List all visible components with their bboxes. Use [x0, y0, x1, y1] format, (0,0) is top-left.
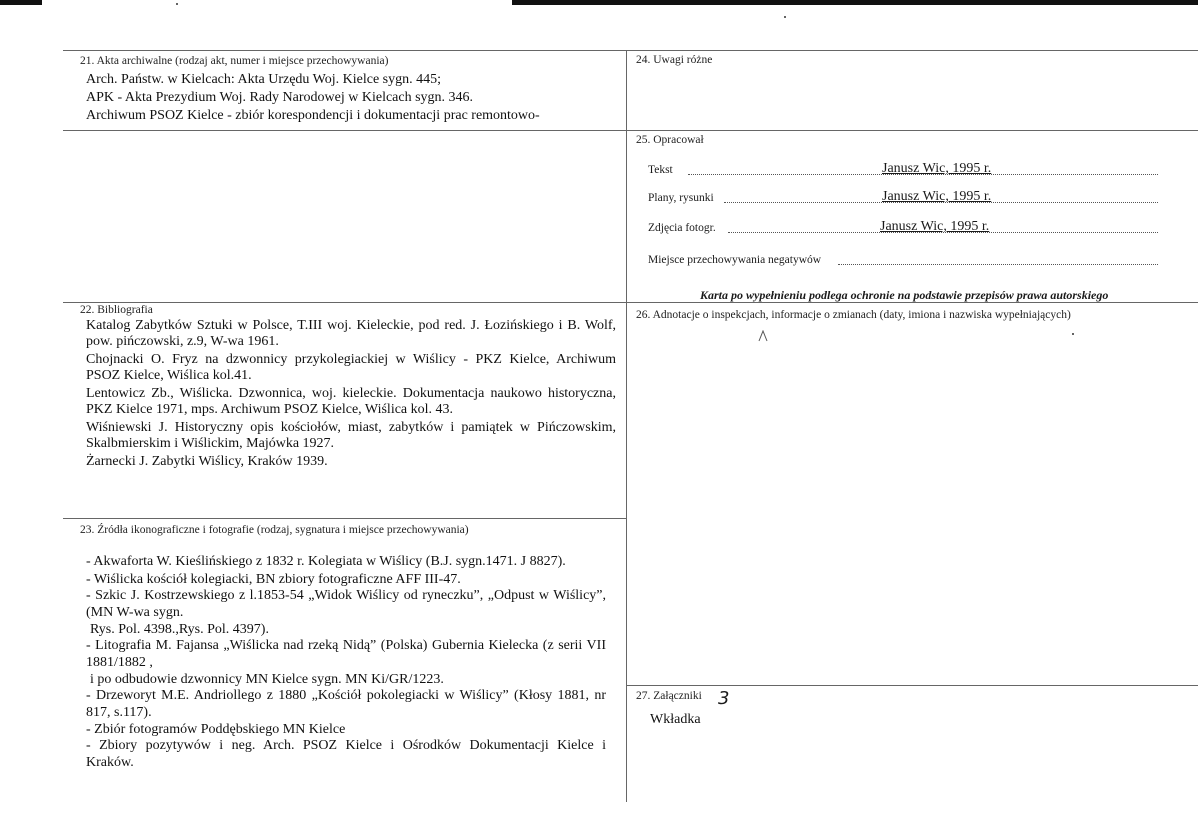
sec23-line: - Litografia M. Fajansa „Wiślicka nad rzeką Nidą” (Polska) Gubernia Kielecka (z serii VII — [86, 638, 606, 653]
sec23-line: - Drzeworyt M.E. Andriollego z 1880 „Kościół pokolegiacki w Wiślicy” (Kłosy 1881, nr — [86, 688, 606, 703]
credit-row-photos — [648, 218, 1158, 236]
sec22-line: PKZ Kielce 1971, mps. Archiwum PSOZ Kielce, Wiślica kol. 43. — [86, 402, 454, 417]
sec23-line: Kraków. — [86, 755, 134, 770]
column-divider — [626, 50, 627, 802]
credit-value: Janusz Wic, 1995 r. — [880, 219, 990, 234]
rule-26-27 — [626, 685, 1198, 686]
rule-22-23 — [63, 518, 626, 519]
dotted-leader — [838, 264, 1158, 265]
sec23-line: - Szkic J. Kostrzewskiego z l.1853-54 „Widok Wiślicy od ryneczku”, „Odpust w Wiślicy”, — [86, 588, 606, 603]
credit-key: Miejsce przechowywania negatywów — [648, 254, 822, 266]
sec22-label: 22. Bibliografia — [80, 304, 153, 316]
attachment-count: 3 — [718, 688, 730, 709]
sec23-line: 817, s.117). — [86, 705, 152, 720]
sec23-line: - Zbiory pozytywów i neg. Arch. PSOZ Kielce i Ośrodków Dokumentacji Kielce i — [86, 738, 606, 753]
sec25-label: 25. Opracował — [636, 134, 704, 146]
copyright-notice: Karta po wypełnieniu podlega ochronie na podstawie przepisów prawa autorskiego — [700, 288, 1109, 302]
sec21-line: APK - Akta Prezydium Woj. Rady Narodowej w Kielcach sygn. 346. — [86, 90, 474, 105]
sec23-line: - Wiślicka kościół kolegiacki, BN zbiory fotograficzne AFF III-47. — [86, 572, 461, 587]
credit-row-negatives — [648, 250, 1158, 268]
credit-key: Tekst — [648, 164, 673, 176]
form-top-rule — [63, 50, 1198, 51]
sec22-line: Skalbmierskim i Wiślickim, Majówka 1927. — [86, 436, 335, 451]
credit-key: Plany, rysunki — [648, 192, 714, 204]
credit-value: Janusz Wic, 1995 r. — [882, 161, 992, 176]
sec22-line: pow. pińczowski, z.9, W-wa 1961. — [86, 334, 279, 349]
scan-speck — [1072, 333, 1074, 335]
rule-21-end — [63, 130, 626, 131]
sec22-line: Chojnacki O. Fryz na dzwonnicy przykolegiackiej w Wiślicy - PKZ Kielce, Archiwum — [86, 352, 616, 367]
sec23-label: 23. Źródła ikonograficzne i fotografie (rodzaj, sygnatura i miejsce przechowywania) — [80, 524, 469, 536]
scan-edge-gap — [42, 0, 512, 5]
sec21-line: Arch. Państw. w Kielcach: Akta Urzędu Woj. Kielce sygn. 445; — [86, 72, 442, 87]
attachment-item: Wkładka — [650, 712, 701, 727]
sec22-line: Lentowicz Zb., Wiślicka. Dzwonnica, woj. kieleckie. Dokumentacja naukowo historyczna, — [86, 386, 616, 401]
sec24-label: 24. Uwagi różne — [636, 54, 713, 66]
sec21-line: Archiwum PSOZ Kielce - zbiór korespondencji i dokumentacji prac remontowo- — [86, 108, 540, 123]
pencil-tick-mark — [758, 330, 768, 342]
sec23-line: (MN W-wa sygn. — [86, 605, 184, 620]
sec23-line: - Zbiór fotogramów Poddębskiego MN Kielce — [86, 722, 346, 737]
sec21-label: 21. Akta archiwalne (rodzaj akt, numer i miejsce przechowywania) — [80, 55, 389, 67]
sec23-line: i po odbudowie dzwonnicy MN Kielce sygn. MN Ki/GR/1223. — [90, 672, 444, 687]
sec22-line: Wiśniewski J. Historyczny opis kościołów, miast, zabytków i pamiątek w Pińczowskim, — [86, 420, 616, 435]
scan-speck — [176, 3, 178, 5]
sec22-line: PSOZ Kielce, Wiślica kol.41. — [86, 368, 252, 383]
sec27-label: 27. Załączniki — [636, 690, 702, 702]
credit-row-plans — [648, 188, 1158, 206]
credit-key: Zdjęcia fotogr. — [648, 222, 716, 234]
sec23-line: 1881/1882 , — [86, 655, 153, 670]
sec22-line: Katalog Zabytków Sztuki w Polsce, T.III woj. Kieleckie, pod red. J. Łozińskiego i B. Wolf, — [86, 318, 616, 333]
sec23-line: Rys. Pol. 4398.,Rys. Pol. 4397). — [90, 622, 269, 637]
sec23-line: - Akwaforta W. Kieślińskiego z 1832 r. Kolegiata w Wiślicy (B.J. sygn.1471. J 8827). — [86, 554, 566, 569]
sec22-line: Żarnecki J. Zabytki Wiślicy, Kraków 1939. — [86, 454, 328, 469]
scan-speck — [784, 16, 786, 18]
credit-row-text — [648, 160, 1158, 178]
sec26-label: 26. Adnotacje o inspekcjach, informacje o zmianach (daty, imiona i nazwiska wypełniających) — [636, 309, 1071, 321]
credit-value: Janusz Wic, 1995 r. — [882, 189, 992, 204]
rule-24-25 — [626, 130, 1198, 131]
